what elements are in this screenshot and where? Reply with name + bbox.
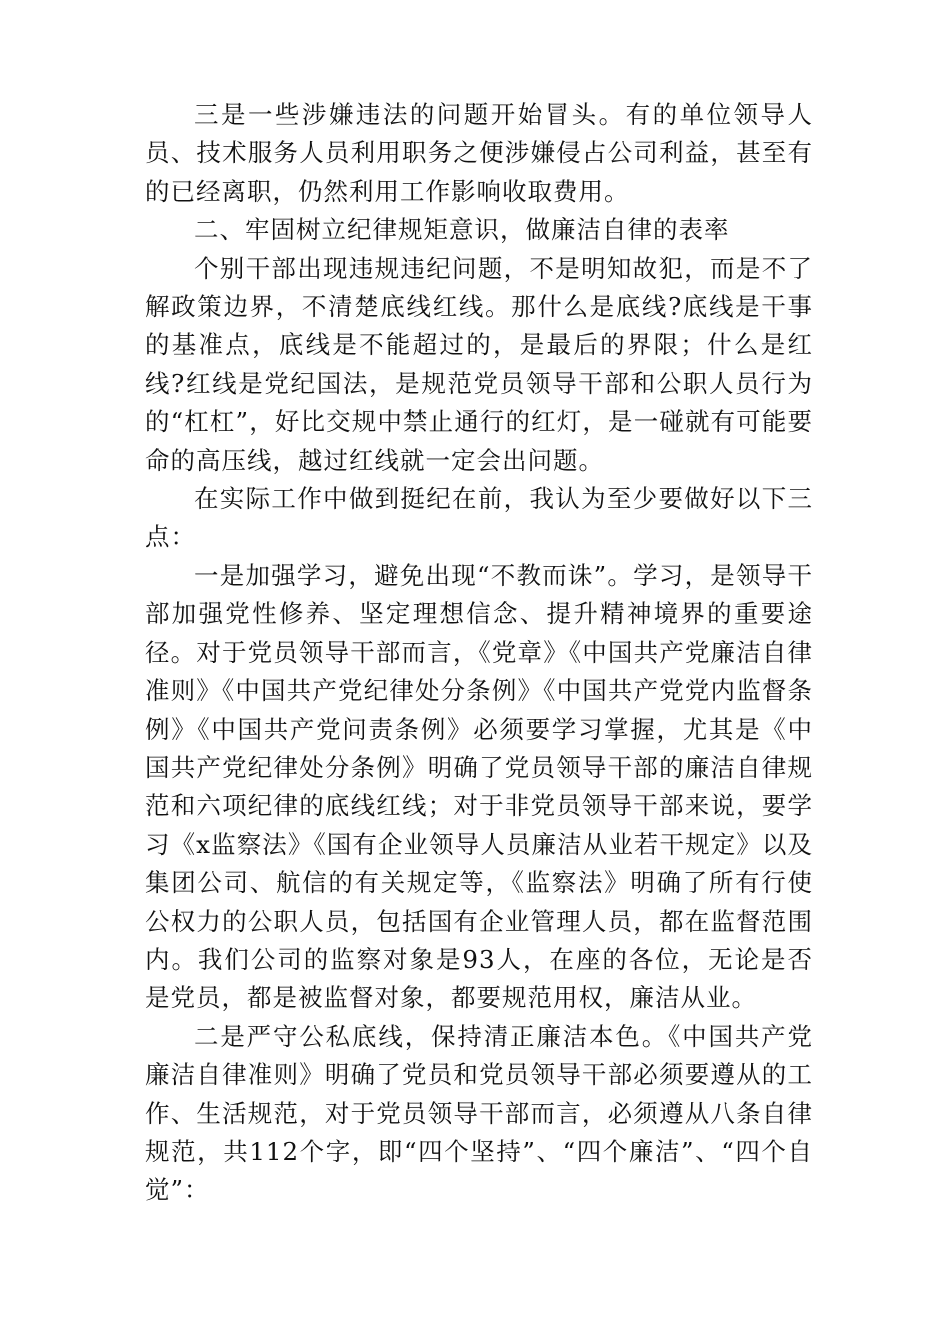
paragraph-bottom-line-red-line: 个别干部出现违规违纪问题，不是明知故犯，而是不了解政策边界，不清楚底线红线。那什么是底线?底线是干事的基准点，底线是不能超过的，是最后的界限；什么是红线?红线是党纪国法，是规范党员领导干部和公职人员行为的“杠杠”，好比交规中禁止通行的红灯，是一碰就有可能要命的高压线，越过红线就一定会出问题。: [145, 253, 813, 475]
paragraph-point-two-integrity: 二是严守公私底线，保持清正廉洁本色。《中国共产党廉洁自律准则》明确了党员和党员领导干部必须要遵从的工作、生活规范，对于党员领导干部而言，必须遵从八条自律规范，共112个字，即“四个坚持”、“四个廉洁”、“四个自觉”：: [145, 1021, 813, 1205]
paragraph-point-one-study: 一是加强学习，避免出现“不教而诛”。学习，是领导干部加强党性修养、坚定理想信念、提升精神境界的重要途径。对于党员领导干部而言，《党章》《中国共产党廉洁自律准则》《中国共产党纪律处分条例》《中国共产党党内监督条例》《中国共产党问责条例》必须要学习掌握，尤其是《中国共产党纪律处分条例》明确了党员领导干部的廉洁自律规范和六项纪律的底线红线；对于非党员领导干部来说，要学习《x监察法》《国有企业领导人员廉洁从业若干规定》以及集团公司、航信的有关规定等，《监察法》明确了所有行使公权力的公职人员，包括国有企业管理人员，都在监督范围内。我们公司的监察对象是93人，在座的各位，无论是否是党员，都是被监督对象，都要规范用权，廉洁从业。: [145, 560, 813, 1013]
section-heading-discipline: 二、牢固树立纪律规矩意识，做廉洁自律的表率: [194, 215, 730, 245]
paragraph-three-points-intro: 在实际工作中做到挺纪在前，我认为至少要做好以下三点：: [145, 484, 813, 552]
paragraph-illegal-issues: 三是一些涉嫌违法的问题开始冒头。有的单位领导人员、技术服务人员利用职务之便涉嫌侵占公司利益，甚至有的已经离职，仍然利用工作影响收取费用。: [145, 100, 813, 206]
document-page: [145, 96, 813, 1210]
